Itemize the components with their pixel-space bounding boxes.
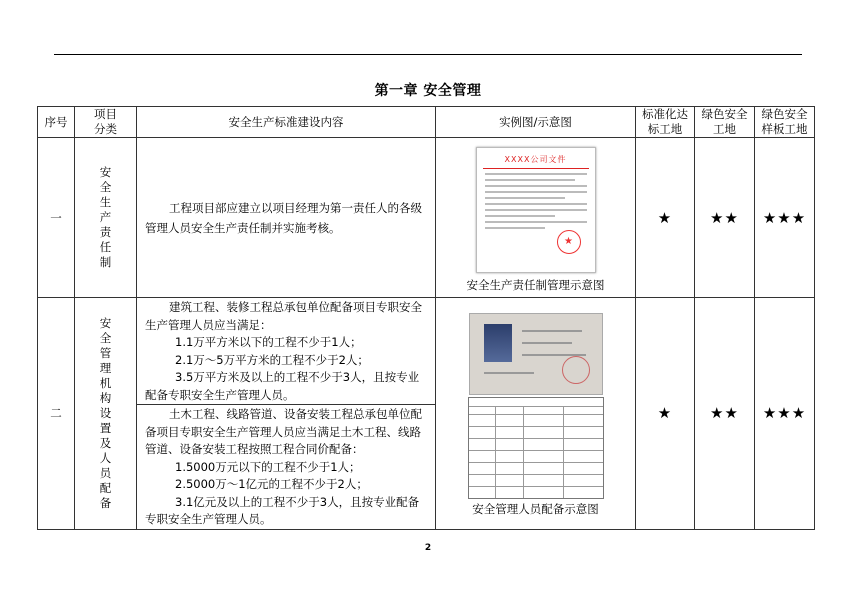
page-number: 2	[424, 543, 432, 553]
row-number: 二	[38, 298, 75, 530]
figure-cell	[436, 138, 636, 298]
figure-caption: 安全管理人员配备示意图	[472, 502, 599, 517]
header-no: 序号	[38, 107, 75, 138]
content-block-civil: 土木工程、线路管道、设备安装工程总承包单位配备项目专职安全生产管理人员应当满足土木工程、线路管道、设备安装工程按照工程合同价配备： 1.5000万元以下的工程不少于1人； 2.5000万～1亿元的工程不少于2人； 3.1亿元及以上的工程不少于3人，且按专业配备专职安全生产管理人员。	[137, 404, 435, 529]
header-content: 安全生产标准建设内容	[137, 107, 436, 138]
standards-table	[37, 106, 815, 530]
table-header-row	[38, 107, 815, 138]
row-category: 安全生产责任制	[75, 138, 137, 298]
row-number: 一	[38, 138, 75, 298]
seal-icon: ★	[557, 230, 581, 254]
content-block-building: 建筑工程、装修工程总承包单位配备项目专职安全生产管理人员应当满足： 1.1万平方米以下的工程不少于1人； 2.1万～5万平方米的工程不少于2人； 3.5万平方米及以上的工程不少于3人，且按专业配备专职安全生产管理人员。	[145, 300, 422, 402]
figure-caption: 安全生产责任制管理示意图	[466, 277, 605, 292]
star-rating-model: ★★★	[755, 298, 815, 530]
star-rating-green: ★★	[695, 298, 755, 530]
header-model: 绿色安全样板工地	[755, 107, 815, 138]
document-image: XXXX公司文件 ★	[476, 147, 596, 273]
header-rule	[54, 54, 802, 55]
figure-cell	[436, 298, 636, 530]
certificate-image	[469, 313, 603, 395]
header-green: 绿色安全工地	[695, 107, 755, 138]
row-content: 工程项目部应建立以项目经理为第一责任人的各级管理人员安全生产责任制并实施考核。	[137, 138, 436, 298]
star-rating-standard: ★	[636, 138, 695, 298]
header-category: 项目分类	[75, 107, 137, 138]
star-rating-standard: ★	[636, 298, 695, 530]
star-rating-green: ★★	[695, 138, 755, 298]
row-content	[137, 298, 436, 530]
staffing-table-image	[468, 397, 604, 499]
star-rating-model: ★★★	[755, 138, 815, 298]
table-row	[38, 138, 815, 298]
chapter-title: 第一章 安全管理	[374, 83, 482, 99]
header-figure: 实例图/示意图	[436, 107, 636, 138]
header-standard: 标准化达标工地	[636, 107, 695, 138]
row-category: 安全管理机构设置及人员配备	[75, 298, 137, 530]
table-row	[38, 298, 815, 530]
